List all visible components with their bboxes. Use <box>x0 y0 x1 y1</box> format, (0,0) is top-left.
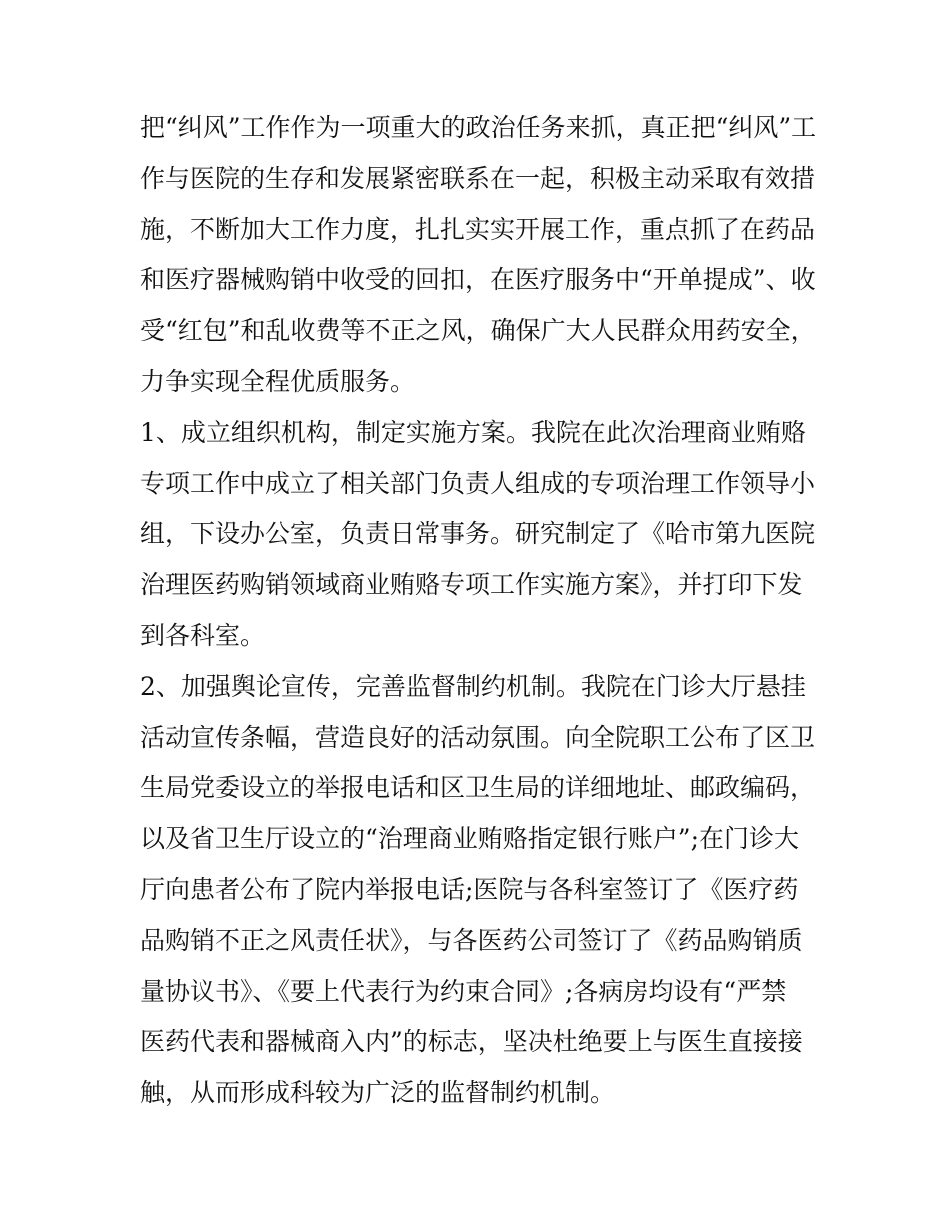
paragraph-item-1 <box>140 408 820 662</box>
text-line: 触，从而形成科较为广泛的监督制约机制。 <box>140 1078 616 1108</box>
text-line: 生局党委设立的举报电话和区卫生局的详细地址、邮政编码， <box>140 773 816 803</box>
document-body <box>140 103 820 1119</box>
text-line: 作与医院的生存和发展紧密联系在一起，积极主动采取有效措 <box>140 163 816 193</box>
text-line: 活动宣传条幅，营造良好的活动氛围。向全院职工公布了区卫 <box>140 722 816 752</box>
text-line: 施，不断加大工作力度，扎扎实实开展工作，重点抓了在药品 <box>140 214 816 244</box>
text-line: 1、成立组织机构，制定实施方案。我院在此次治理商业贿赂 <box>140 417 806 447</box>
text-line: 到各科室。 <box>140 620 266 650</box>
text-line: 受“红包”和乱收费等不正之风，确保广大人民群众用药安全， <box>140 316 816 346</box>
text-line: 以及省卫生厅设立的“治理商业贿赂指定银行账户”;在门诊大 <box>140 824 799 854</box>
text-line: 量协议书》、《要上代表行为约束合同》;各病房均设有“严禁 <box>140 976 787 1006</box>
text-line: 厅向患者公布了院内举报电话;医院与各科室签订了《医疗药 <box>140 874 799 904</box>
text-line: 和医疗器械购销中收受的回扣，在医疗服务中“开单提成”、收 <box>140 265 816 295</box>
text-line: 治理医药购销领域商业贿赂专项工作实施方案》，并打印下发 <box>140 570 803 600</box>
paragraph-item-2 <box>140 662 820 1119</box>
text-line: 医药代表和器械商入内”的标志，坚决杜绝要上与医生直接接 <box>140 1027 803 1057</box>
text-line: 力争实现全程优质服务。 <box>140 366 416 396</box>
text-line: 组，下设办公室，负责日常事务。研究制定了《哈市第九医院 <box>140 519 816 549</box>
text-line: 把“纠风”工作作为一项重大的政治任务来抓，真正把“纠风”工 <box>140 113 817 142</box>
paragraph-intro <box>140 103 820 408</box>
text-line: 专项工作中成立了相关部门负责人组成的专项治理工作领导小 <box>140 468 816 498</box>
text-line: 品购销不正之风责任状》，与各医药公司签订了《药品购销质 <box>140 925 803 955</box>
text-line: 2、加强舆论宣传，完善监督制约机制。我院在门诊大厅悬挂 <box>140 671 806 701</box>
